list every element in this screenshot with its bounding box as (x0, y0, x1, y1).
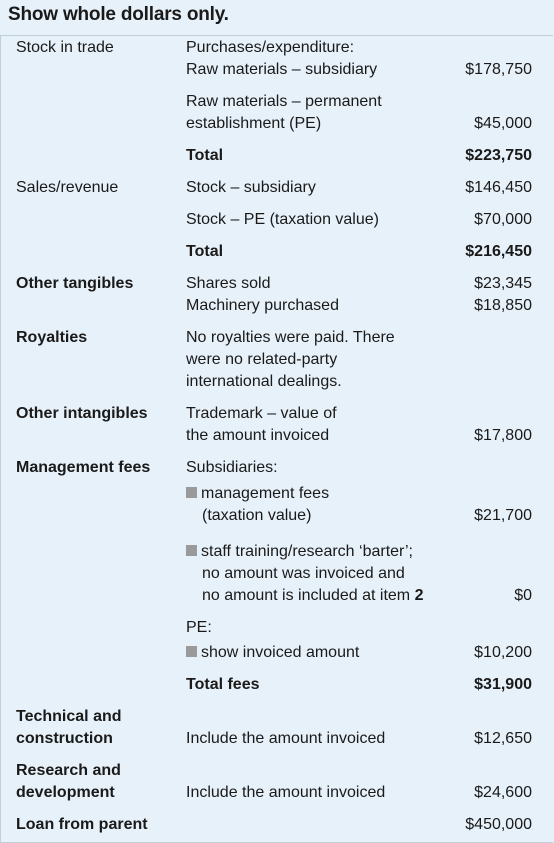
intangibles-line-2: the amount invoiced (186, 427, 330, 444)
fees-amount-barter: $0 (514, 587, 532, 604)
stock-line-purchases: Purchases/expenditure: (186, 39, 355, 56)
intangibles-line-1: Trademark – value of (186, 405, 337, 422)
technical-line: Include the amount invoiced (186, 730, 386, 747)
stock-line-raw-pe-2: establishment (PE) (186, 115, 322, 132)
sales-total-amount: $216,450 (465, 243, 532, 260)
fees-amount-management: $21,700 (474, 507, 532, 524)
royalties-line-3: international dealings. (186, 373, 342, 390)
fees-line-management: management fees (201, 485, 330, 502)
tangibles-line-machinery: Machinery purchased (186, 297, 339, 314)
stock-amount-raw-pe: $45,000 (474, 115, 532, 132)
category-sales-revenue: Sales/revenue (16, 179, 119, 196)
fees-line-not-invoiced: no amount was invoiced and (202, 565, 405, 582)
category-stock-in-trade: Stock in trade (16, 39, 114, 56)
category-research-1: Research and (16, 762, 121, 779)
loan-amount: $450,000 (465, 816, 532, 833)
fees-line-taxation-value: (taxation value) (202, 507, 312, 524)
royalties-line-2: were no related-party (186, 351, 338, 368)
fees-line-item-reference (186, 585, 423, 607)
category-loan: Loan from parent (16, 816, 148, 833)
square-bullet-icon (186, 487, 197, 498)
item-number: 2 (414, 587, 424, 604)
fees-total-amount: $31,900 (474, 676, 532, 693)
stock-amount-raw-subsidiary: $178,750 (465, 61, 532, 78)
sales-line-subsidiary: Stock – subsidiary (186, 179, 316, 196)
fees-item-management (186, 483, 329, 505)
page-title: Show whole dollars only. (8, 4, 229, 25)
stock-total-amount: $223,750 (465, 147, 532, 164)
stock-total-label: Total (186, 147, 224, 164)
fees-total-label: Total fees (186, 676, 260, 693)
intangibles-amount: $17,800 (474, 427, 532, 444)
fees-line-not-included: no amount is included at item (202, 587, 415, 604)
research-line: Include the amount invoiced (186, 784, 386, 801)
fees-amount-pe: $10,200 (474, 644, 532, 661)
sales-amount-pe: $70,000 (474, 211, 532, 228)
fees-subsidiaries-label: Subsidiaries: (186, 459, 278, 476)
category-other-intangibles: Other intangibles (16, 405, 148, 422)
square-bullet-icon (186, 646, 197, 657)
category-other-tangibles: Other tangibles (16, 275, 134, 292)
fees-line-staff-training: staff training/research ‘barter’; (201, 543, 413, 560)
square-bullet-icon (186, 545, 197, 556)
tangibles-line-shares: Shares sold (186, 275, 271, 292)
royalties-line-1: No royalties were paid. There (186, 329, 395, 346)
category-technical-1: Technical and (16, 708, 122, 725)
technical-amount: $12,650 (474, 730, 532, 747)
fees-line-pe: show invoiced amount (201, 644, 360, 661)
sales-line-pe: Stock – PE (taxation value) (186, 211, 379, 228)
category-royalties: Royalties (16, 329, 88, 346)
research-amount: $24,600 (474, 784, 532, 801)
fees-item-staff-training (186, 541, 413, 563)
tangibles-amount-shares: $23,345 (474, 275, 532, 292)
sales-amount-subsidiary: $146,450 (465, 179, 532, 196)
stock-line-raw-pe-1: Raw materials – permanent (186, 93, 382, 110)
category-management-fees: Management fees (16, 459, 151, 476)
category-research-2: development (16, 784, 115, 801)
fees-pe-label: PE: (186, 619, 212, 636)
category-technical-2: construction (16, 730, 113, 747)
tangibles-amount-machinery: $18,850 (474, 297, 532, 314)
fees-item-pe (186, 642, 359, 664)
stock-line-raw-subsidiary: Raw materials – subsidiary (186, 61, 378, 78)
sales-total-label: Total (186, 243, 224, 260)
